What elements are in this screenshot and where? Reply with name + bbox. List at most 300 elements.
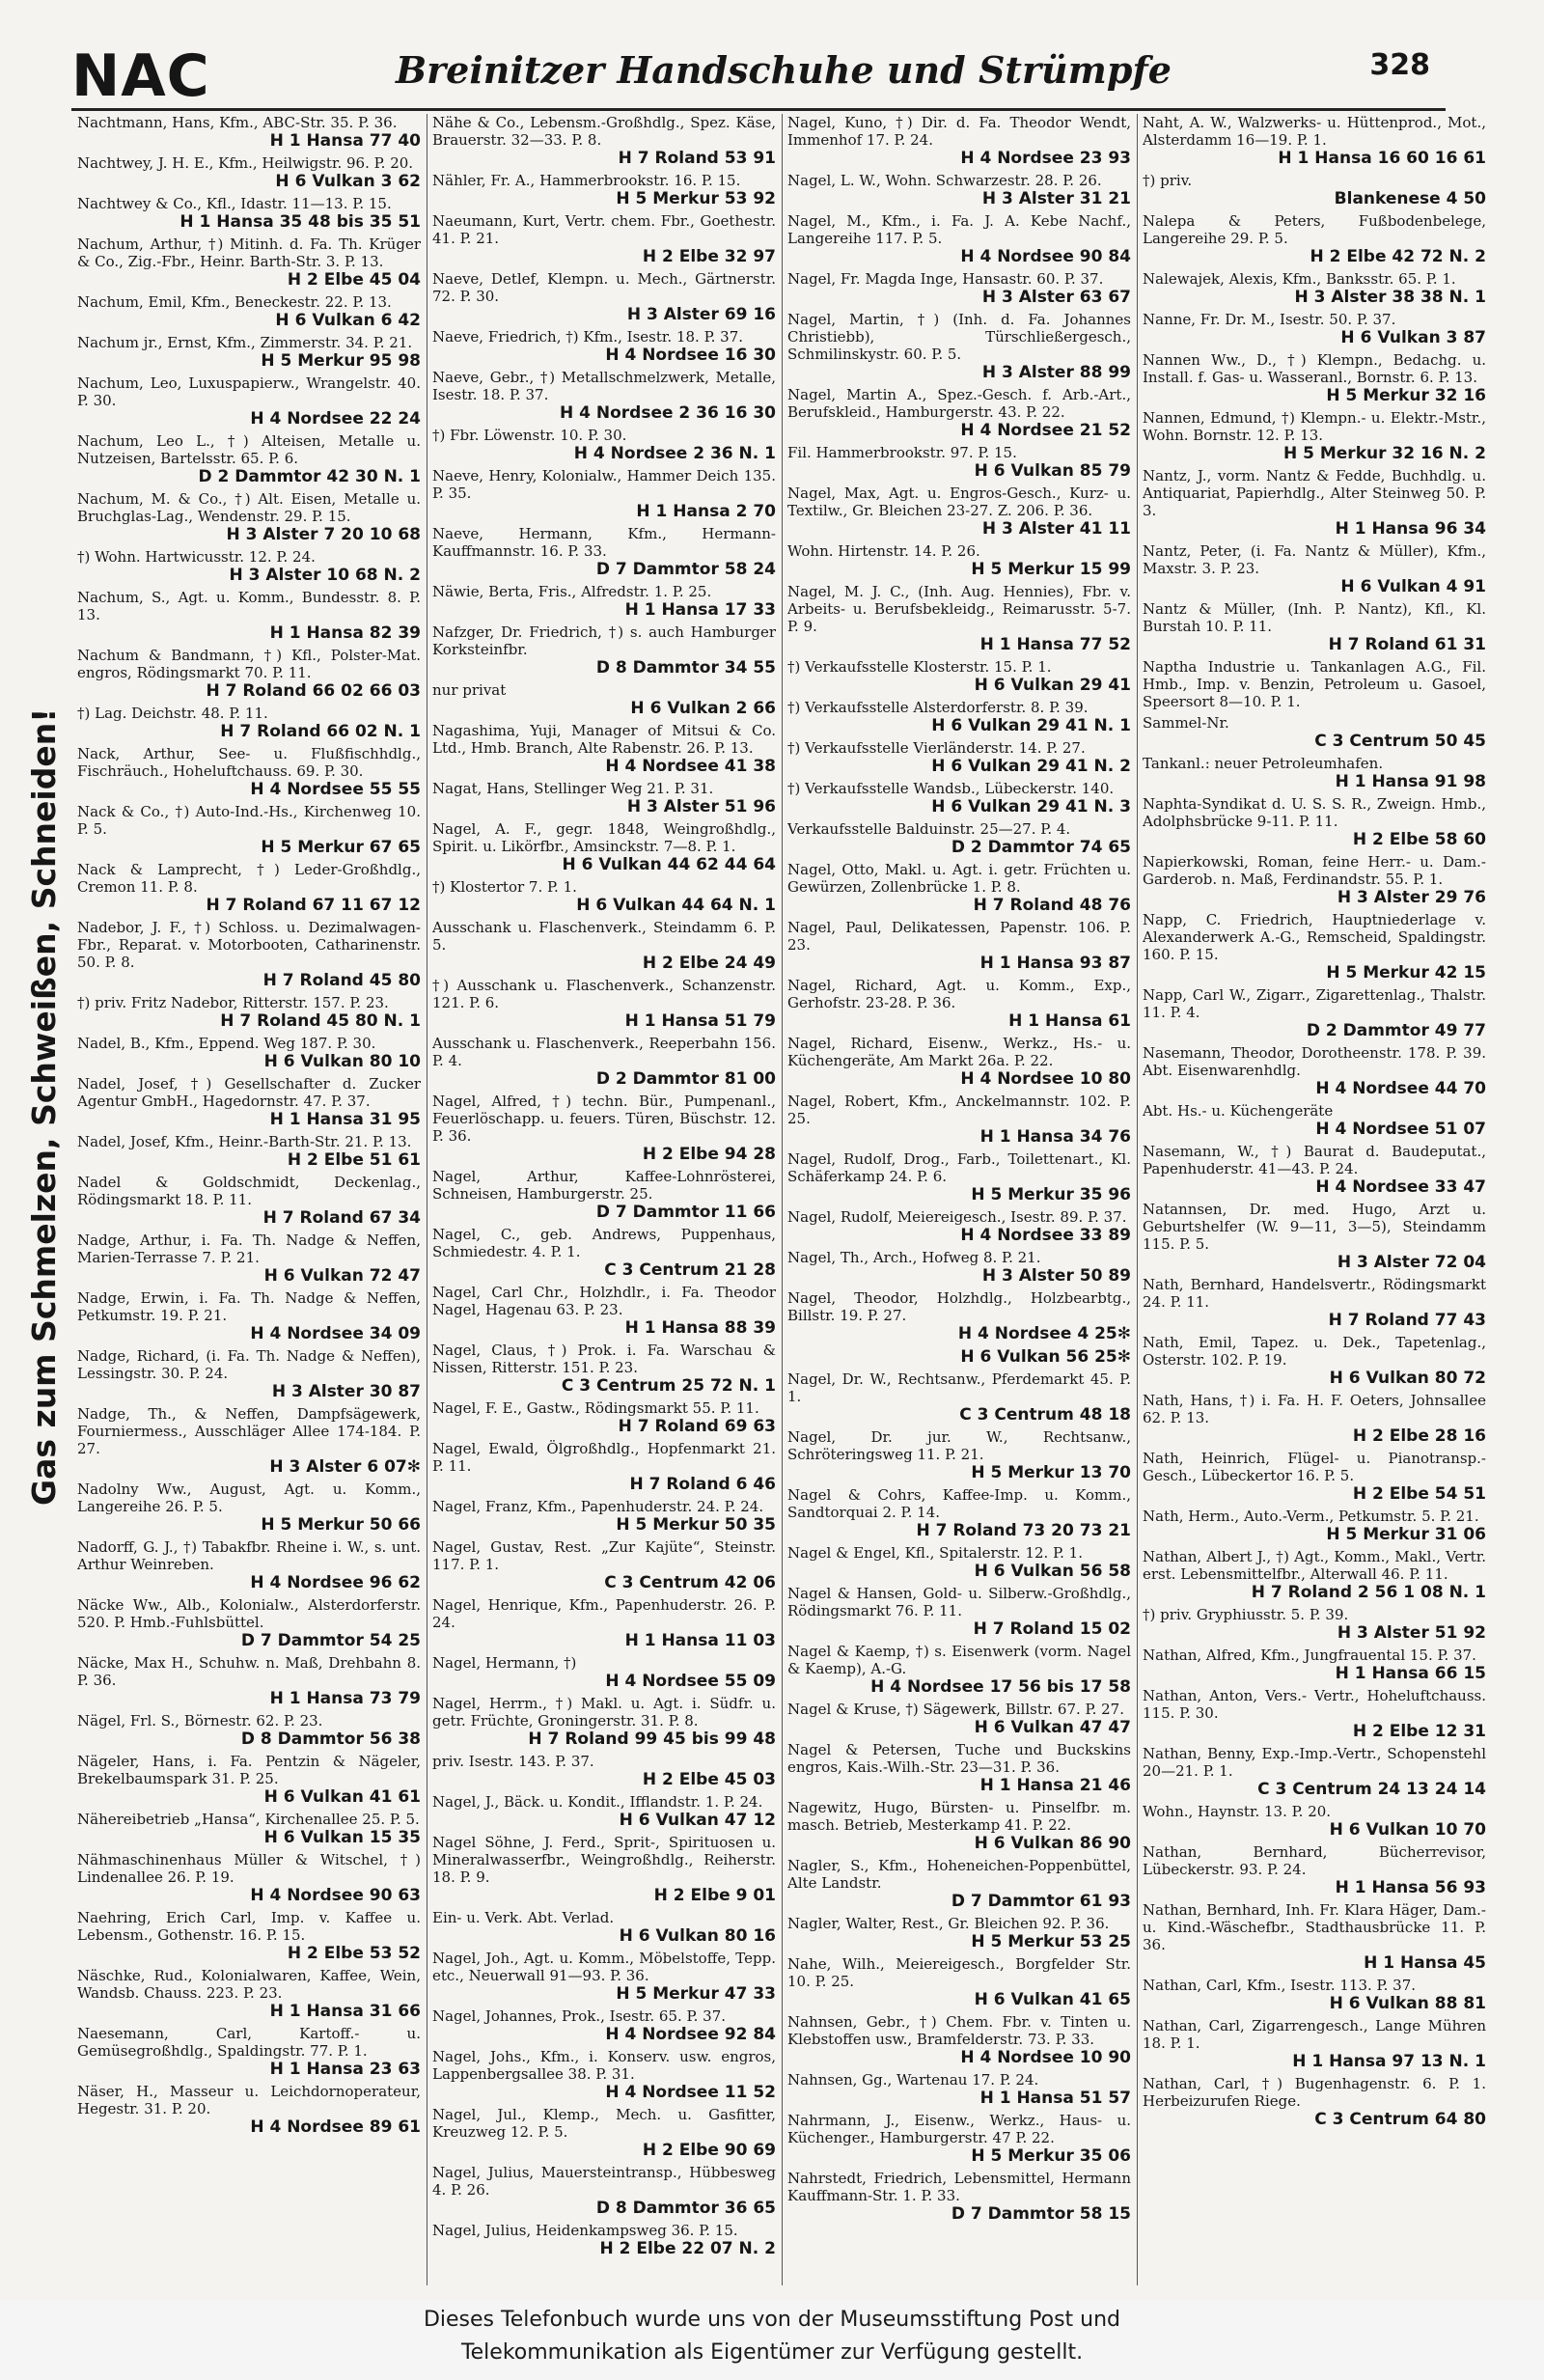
entry-text: Naeve, Detlef, Klempn. u. Mech., Gärtnerstr. 72. P. 30. [432, 270, 776, 305]
entry-phone: H 1 Hansa 61 [1008, 1011, 1131, 1031]
entry-text: Nagel, Dr. W., Rechtsanw., Pferdemarkt 45. P. 1. [787, 1370, 1131, 1405]
directory-entry [787, 919, 1131, 973]
directory-entry [1143, 1102, 1486, 1139]
directory-entry [77, 1289, 421, 1343]
entry-text: Nathan, Benny, Exp.-Imp.-Vertr., Schopenstehl 20—21. P. 1. [1143, 1745, 1486, 1780]
archive-footer [0, 2300, 1544, 2380]
entry-text: Nägeler, Hans, i. Fa. Pentzin & Nägeler, Brekelbaumspark 31. P. 25. [77, 1753, 421, 1787]
entry-phone: H 7 Roland 45 80 N. 1 [220, 1011, 421, 1031]
directory-entry [787, 1289, 1131, 1343]
entry-text: Nagel, Johs., Kfm., i. Konserv. usw. engros, Lappenbergsallee 38. P. 31. [432, 2048, 776, 2083]
directory-entry [432, 1342, 776, 1396]
entry-text: Nadel & Goldschmidt, Deckenlag., Rödingsmarkt 18. P. 11. [77, 1174, 421, 1208]
entry-phone: H 5 Merkur 35 96 [971, 1185, 1131, 1204]
directory-entry [787, 780, 1131, 816]
entry-phone: H 4 Nordsee 22 24 [250, 409, 421, 429]
directory-entry [787, 1208, 1131, 1245]
entry-phone: H 4 Nordsee 10 80 [960, 1069, 1131, 1089]
entry-text: Tankanl.: neuer Petroleumhafen. [1143, 755, 1384, 772]
entry-text: Nafzger, Dr. Friedrich, †) s. auch Hamburger Korksteinfbr. [432, 623, 776, 658]
entry-text: Nachum, S., Agt. u. Komm., Bundesstr. 8. P. 13. [77, 589, 421, 623]
entry-text: Nalewajek, Alexis, Kfm., Banksstr. 65. P. 1. [1143, 270, 1456, 288]
entry-phone: H 7 Roland 67 34 [262, 1208, 421, 1228]
entry-phone: H 5 Merkur 67 65 [261, 838, 421, 857]
entry-phone: H 6 Vulkan 80 10 [263, 1052, 421, 1071]
directory-entry [77, 861, 421, 915]
directory-entry [1143, 1450, 1486, 1504]
directory-entry [787, 1150, 1131, 1204]
directory-entry [432, 2164, 776, 2218]
entry-phone: H 7 Roland 66 02 N. 1 [220, 722, 421, 741]
entry-text: Nadge, Th., & Neffen, Dampfsägewerk, Fourniermess., Ausschläger Allee 174-184. P. 27. [77, 1405, 421, 1457]
entry-text: Nagel, Johannes, Prok., Isestr. 65. P. 37. [432, 2007, 726, 2025]
entry-text: Nähe & Co., Lebensm.-Großhdlg., Spez. Käse, Brauerstr. 32—33. P. 8. [432, 114, 776, 149]
entry-text: Nagel, Martin A., Spez.-Gesch. f. Arb.-Art., Berufskleid., Hamburgerstr. 43. P. 22. [787, 386, 1131, 421]
entry-phone: H 3 Alster 72 04 [1337, 1253, 1486, 1272]
entry-text: Nachtmann, Hans, Kfm., ABC-Str. 35. P. 36. [77, 114, 398, 131]
entry-phone: H 5 Merkur 50 35 [616, 1515, 776, 1535]
entry-phone: H 5 Merkur 35 06 [971, 2146, 1131, 2166]
entry-phone: H 7 Roland 15 02 [973, 1619, 1131, 1639]
entry-phone: H 6 Vulkan 2 66 [630, 699, 776, 718]
entry-text: Nachum & Bandmann, †) Kfl., Polster-Mat. engros, Rödingsmarkt 70. P. 11. [77, 647, 421, 681]
directory-entry [787, 820, 1131, 857]
directory-entry [1143, 714, 1486, 751]
directory-entry [432, 623, 776, 678]
entry-phone: H 2 Elbe 32 97 [642, 247, 776, 266]
entry-phone: H 6 Vulkan 15 35 [263, 1828, 421, 1847]
entry-text: Nathan, Bernhard, Inh. Fr. Klara Häger, Dam.- u. Kind.-Wäschefbr., Stadthausbrücke 11. P. 36. [1143, 1901, 1486, 1953]
entry-phone: H 2 Elbe 51 61 [287, 1150, 421, 1170]
entry-text: Nanne, Fr. Dr. M., Isestr. 50. P. 37. [1143, 311, 1396, 328]
directory-entry [1143, 351, 1486, 405]
entry-phone: H 7 Roland 61 31 [1328, 635, 1486, 654]
entry-phone: H 3 Alster 31 21 [981, 189, 1131, 208]
entry-text: Nagel, Franz, Kfm., Papenhuderstr. 24. P. 24. [432, 1498, 764, 1515]
entry-text: Napierkowski, Roman, feine Herr.- u. Dam.-Garderob. n. Maß, Ferdinandstr. 55. P. 1. [1143, 853, 1486, 888]
entry-text: Näschke, Rud., Kolonialwaren, Kaffee, Wein, Wandsb. Chauss. 223. P. 23. [77, 1967, 421, 2002]
entry-phone: H 7 Roland 53 91 [618, 149, 776, 168]
directory-entry [77, 1174, 421, 1228]
directory-entry [787, 1701, 1131, 1737]
entry-phone: C 3 Centrum 42 06 [604, 1573, 776, 1592]
directory-entry [432, 2106, 776, 2160]
entry-phone: H 6 Vulkan 47 47 [974, 1718, 1131, 1737]
entry-text: Nähereibetrieb „Hansa“, Kirchenallee 25. P. 5. [77, 1811, 420, 1828]
directory-entry [1143, 1044, 1486, 1098]
entry-text: Naeumann, Kurt, Vertr. chem. Fbr., Goethestr. 41. P. 21. [432, 212, 776, 247]
directory-entry [1143, 1901, 1486, 1973]
entry-phone: H 2 Elbe 24 49 [642, 954, 776, 973]
entry-phone: H 1 Hansa 96 34 [1335, 519, 1486, 539]
entry-phone: H 1 Hansa 2 70 [636, 502, 776, 521]
directory-entry [432, 1284, 776, 1338]
directory-entry [787, 1486, 1131, 1540]
entry-phone: H 6 Vulkan 56 58 [974, 1562, 1131, 1581]
directory-entry [77, 374, 421, 429]
directory-entry [77, 1133, 421, 1170]
directory-entry [1143, 1334, 1486, 1388]
entry-phone: Blankenese 4 50 [1334, 189, 1486, 208]
entry-phone: H 1 Hansa 11 03 [624, 1631, 776, 1650]
entry-text: Nannen, Edmund, †) Klempn.- u. Elektr.-Mstr., Wohn. Bornstr. 12. P. 13. [1143, 409, 1486, 444]
directory-entry [787, 1035, 1131, 1089]
directory-entry [432, 114, 776, 168]
entry-text: Nagat, Hans, Stellinger Weg 21. P. 31. [432, 780, 714, 797]
directory-entry [1143, 542, 1486, 596]
entry-text: Natannsen, Dr. med. Hugo, Arzt u. Geburtshelfer (W. 9—11, 3—5), Steindamm 115. P. 5. [1143, 1201, 1486, 1253]
entry-phone: H 1 Hansa 34 76 [979, 1127, 1131, 1147]
entry-phone: D 2 Dammtor 74 65 [951, 838, 1131, 857]
entry-phone: H 4 Nordsee 10 90 [960, 2048, 1131, 2067]
directory-entry [1143, 755, 1486, 791]
directory-entry [787, 114, 1131, 168]
entry-phone: H 5 Merkur 53 92 [616, 189, 776, 208]
directory-entry [77, 432, 421, 486]
entry-phone: H 2 Elbe 42 72 N. 2 [1310, 247, 1486, 266]
entry-phone: H 6 Vulkan 3 62 [275, 172, 421, 191]
directory-entry [787, 270, 1131, 307]
entry-phone: H 4 Nordsee 55 09 [605, 1672, 776, 1691]
entry-text: Nagel, Hermann, †) [432, 1654, 577, 1672]
entry-text: Nack & Lamprecht, †) Leder-Großhdlg., Cremon 11. P. 8. [77, 861, 421, 896]
entry-text: Nantz, J., vorm. Nantz & Fedde, Buchhdlg. u. Antiquariat, Papierhdlg., Alter Steinweg 50. P. 3. [1143, 467, 1486, 519]
entry-phone: H 1 Hansa 97 13 N. 1 [1292, 2052, 1486, 2071]
entry-text: Napp, C. Friedrich, Hauptniederlage v. Alexanderwerk A.-G., Remscheid, Spaldingstr. 160. P. 15. [1143, 911, 1486, 963]
entry-text: Nath, Emil, Tapez. u. Dek., Tapetenlag., Osterstr. 102. P. 19. [1143, 1334, 1486, 1369]
entry-phone: H 5 Merkur 15 99 [971, 560, 1131, 579]
entry-text: Nagashima, Yuji, Manager of Mitsui & Co. Ltd., Hmb. Branch, Alte Rabenstr. 26. P. 13. [432, 722, 776, 757]
entry-text: Naesemann, Carl, Kartoff.- u. Gemüsegroßhdlg., Spaldingstr. 77. P. 1. [77, 2025, 421, 2060]
entry-text: Näser, H., Masseur u. Leichdornoperateur, Hegestr. 31. P. 20. [77, 2083, 421, 2117]
entry-text: Nagel, Carl Chr., Holzhdlr., i. Fa. Theodor Nagel, Hagenau 63. P. 23. [432, 1284, 776, 1318]
entry-text: Naeve, Gebr., †) Metallschmelzwerk, Metalle, Isestr. 18. P. 37. [432, 369, 776, 403]
directory-entry [787, 1857, 1131, 1911]
footer-line-2: Telekommunikation als Eigentümer zur Verfügung gestellt. [460, 2340, 1084, 2365]
entry-text: †) Fbr. Löwenstr. 10. P. 30. [432, 427, 627, 444]
entry-text: Nachtwey & Co., Kfl., Idastr. 11—13. P. 15. [77, 195, 392, 212]
directory-entry [1143, 270, 1486, 307]
directory-entry [77, 1851, 421, 1905]
directory-entry [432, 1498, 776, 1535]
directory-entry [77, 1753, 421, 1807]
entry-text: Nagel, Th., Arch., Hofweg 8. P. 21. [787, 1249, 1041, 1266]
entry-text: Nadge, Richard, (i. Fa. Th. Nadge & Neffen), Lessingstr. 30. P. 24. [77, 1347, 421, 1382]
entry-text: †) priv. [1143, 172, 1193, 189]
directory-entry [1143, 1392, 1486, 1446]
entry-phone: H 5 Merkur 47 33 [616, 1984, 776, 2004]
entry-text: Nagel, Otto, Makl. u. Agt. i. getr. Früchten u. Gewürzen, Zollenbrücke 1. P. 8. [787, 861, 1131, 896]
entry-phone: C 3 Centrum 64 80 [1314, 2110, 1486, 2129]
directory-entry [787, 212, 1131, 266]
entry-text: Nagel, Arthur, Kaffee-Lohnrösterei, Schneisen, Hamburgerstr. 25. [432, 1168, 776, 1203]
entry-phone: H 1 Hansa 51 57 [979, 2089, 1131, 2108]
entry-phone: H 6 Vulkan 4 91 [1340, 577, 1486, 596]
entry-text: Nagel, Claus, †) Prok. i. Fa. Warschau & Nissen, Ritterstr. 151. P. 23. [432, 1342, 776, 1376]
entry-text: Nagel, C., geb. Andrews, Puppenhaus, Schmiedestr. 4. P. 1. [432, 1226, 776, 1260]
entry-phone: H 4 Nordsee 11 52 [605, 2083, 776, 2102]
directory-entry [1143, 467, 1486, 539]
entry-text: Nahnsen, Gg., Wartenau 17. P. 24. [787, 2071, 1039, 2089]
entry-text: Nagel, Henrique, Kfm., Papenhuderstr. 26. P. 24. [432, 1596, 776, 1631]
entry-phone: H 2 Elbe 12 31 [1352, 1722, 1486, 1741]
directory-entry [1143, 1745, 1486, 1799]
entry-phone: H 4 Nordsee 92 84 [605, 2025, 776, 2044]
directory-entry [787, 2071, 1131, 2108]
entry-text: Nagel, Fr. Magda Inge, Hansastr. 60. P. 37. [787, 270, 1104, 288]
column-3 [787, 114, 1131, 2285]
directory-entry [787, 699, 1131, 735]
directory-entry [1143, 114, 1486, 168]
directory-entry [432, 919, 776, 973]
entry-text: Nagel, M., Kfm., i. Fa. J. A. Kebe Nachf., Langereihe 117. P. 5. [787, 212, 1131, 247]
directory-entry [432, 1793, 776, 1830]
entry-text: Nagel, Rudolf, Drog., Farb., Toilettenart., Kl. Schäferkamp 24. P. 6. [787, 1150, 1131, 1185]
entry-text: †) Klostertor 7. P. 1. [432, 878, 577, 896]
directory-entry [432, 1753, 776, 1789]
directory-entry [77, 1347, 421, 1401]
entry-text: Nathan, Bernhard, Bücherrevisor, Lübeckerstr. 93. P. 24. [1143, 1843, 1486, 1878]
entry-text: Nagel Söhne, J. Ferd., Sprit-, Spirituosen u. Mineralwasserfbr., Weingroßhdlg., Reiherstr. 18. P. 9. [432, 1834, 776, 1886]
header-advertisement: Breinitzer Handschuhe und Strümpfe [396, 48, 1172, 92]
entry-phone: H 6 Vulkan 44 62 44 64 [562, 855, 776, 874]
directory-entry [432, 369, 776, 423]
entry-text: Nathan, Alfred, Kfm., Jungfrauental 15. P. 37. [1143, 1647, 1476, 1664]
entry-phone: H 3 Alster 51 92 [1337, 1623, 1486, 1643]
entry-phone: H 4 Nordsee 33 89 [960, 1226, 1131, 1245]
directory-entry [1143, 986, 1486, 1040]
directory-entry [1143, 1647, 1486, 1683]
entry-text: Nagel, Theodor, Holzhdlg., Holzbearbtg., Billstr. 19. P. 27. [787, 1289, 1131, 1324]
entry-phone: H 2 Elbe 94 28 [642, 1145, 776, 1164]
directory-entry [432, 2048, 776, 2102]
entry-text: †) Verkaufsstelle Klosterstr. 15. P. 1. [787, 658, 1052, 676]
entry-phone: H 4 Nordsee 17 56 bis 17 58 [870, 1677, 1131, 1697]
directory-entry [432, 172, 776, 208]
entry-text: Nagel, Julius, Mauersteintransp., Hübbesweg 4. P. 26. [432, 2164, 776, 2199]
directory-entry [1143, 1143, 1486, 1197]
entry-text: Nägel, Frl. S., Börnestr. 62. P. 23. [77, 1712, 323, 1730]
directory-entry [432, 1440, 776, 1494]
entry-phone: H 6 Vulkan 56 25✻ [960, 1347, 1131, 1367]
entry-text: Nadge, Arthur, i. Fa. Th. Nadge & Neffen, Marien-Terrasse 7. P. 21. [77, 1232, 421, 1266]
directory-entry [432, 1596, 776, 1650]
entry-phone: H 5 Merkur 95 98 [261, 351, 421, 371]
entry-phone: H 1 Hansa 16 60 16 61 [1278, 149, 1486, 168]
entry-phone: H 6 Vulkan 29 41 N. 2 [931, 757, 1131, 776]
entry-phone: H 7 Roland 48 76 [973, 896, 1131, 915]
directory-entry [787, 1249, 1131, 1286]
entry-phone: D 8 Dammtor 34 55 [595, 658, 776, 678]
entry-phone: H 2 Elbe 45 04 [287, 270, 421, 290]
directory-entry [1143, 658, 1486, 710]
entry-text: Nath, Herm., Auto.-Verm., Petkumstr. 5. P. 21. [1143, 1508, 1479, 1525]
directory-entry [77, 1596, 421, 1650]
directory-entry [432, 1226, 776, 1280]
entry-text: †) priv. Fritz Nadebor, Ritterstr. 157. P. 23. [77, 994, 389, 1011]
directory-entry [432, 525, 776, 579]
entry-phone: H 4 Nordsee 23 93 [960, 149, 1131, 168]
directory-entry [1143, 795, 1486, 849]
directory-entry [787, 386, 1131, 440]
directory-entry [77, 919, 421, 990]
directory-entry [787, 444, 1131, 481]
entry-phone: H 3 Alster 50 89 [981, 1266, 1131, 1286]
directory-entry [432, 878, 776, 915]
directory-entry [1143, 1843, 1486, 1897]
directory-entry [432, 780, 776, 816]
entry-phone: H 1 Hansa 35 48 bis 35 51 [179, 212, 421, 232]
entry-text: †) Wohn. Hartwicusstr. 12. P. 24. [77, 548, 316, 566]
entry-phone: H 6 Vulkan 85 79 [974, 461, 1131, 481]
entry-text: Nack & Co., †) Auto-Ind.-Hs., Kirchenweg 10. P. 5. [77, 803, 421, 838]
entry-phone: H 1 Hansa 66 15 [1335, 1664, 1486, 1683]
entry-phone: D 8 Dammtor 36 65 [595, 2199, 776, 2218]
directory-entry [787, 172, 1131, 208]
directory-entry [787, 861, 1131, 915]
entry-text: Nagel & Kaemp, †) s. Eisenwerk (vorm. Nagel & Kaemp), A.-G. [787, 1643, 1131, 1677]
directory-entry [432, 212, 776, 266]
directory-entry [77, 1232, 421, 1286]
entry-phone: H 6 Vulkan 29 41 N. 1 [931, 716, 1131, 735]
entry-text: nur privat [432, 681, 507, 699]
directory-entry [1143, 311, 1486, 347]
entry-phone: H 6 Vulkan 10 70 [1329, 1820, 1486, 1840]
entry-phone: D 8 Dammtor 56 38 [240, 1730, 421, 1749]
directory-entry [77, 994, 421, 1031]
entry-text: Nagewitz, Hugo, Bürsten- u. Pinselfbr. m. masch. Betrieb, Mesterkamp 41. P. 22. [787, 1799, 1131, 1834]
entry-phone: H 1 Hansa 56 93 [1335, 1878, 1486, 1897]
directory-entry [787, 1799, 1131, 1853]
directory-entry [77, 1909, 421, 1963]
entry-text: Nachum, Arthur, †) Mitinh. d. Fa. Th. Krüger & Co., Zig.-Fbr., Heinr. Barth-Str. 3. P. 13. [77, 235, 421, 270]
entry-phone: C 3 Centrum 25 72 N. 1 [561, 1376, 776, 1396]
entry-phone: H 4 Nordsee 2 36 N. 1 [573, 444, 776, 463]
entry-phone: H 4 Nordsee 51 07 [1315, 1120, 1486, 1139]
entry-phone: H 7 Roland 66 02 66 03 [206, 681, 421, 701]
entry-phone: H 1 Hansa 45 [1364, 1953, 1486, 1973]
entry-text: Näcke, Max H., Schuhw. n. Maß, Drehbahn 8. P. 36. [77, 1654, 421, 1689]
directory-entry [432, 1035, 776, 1089]
side-advertisement: Gas zum Schmelzen, Schweißen, Schneiden! [25, 707, 63, 1506]
entry-text: Nagel & Cohrs, Kaffee-Imp. u. Komm., Sandtorquai 2. P. 14. [787, 1486, 1131, 1521]
directory-entry [432, 583, 776, 620]
entry-text: Naeve, Henry, Kolonialw., Hammer Deich 135. P. 35. [432, 467, 776, 502]
directory-entry [787, 1915, 1131, 1951]
entry-text: Nack, Arthur, See- u. Flußfischhdlg., Fischräuch., Hoheluftchauss. 69. P. 30. [77, 745, 421, 780]
entry-phone: H 6 Vulkan 72 47 [263, 1266, 421, 1286]
entry-text: Nathan, Anton, Vers.- Vertr., Hoheluftchauss. 115. P. 30. [1143, 1687, 1486, 1722]
entry-phone: H 6 Vulkan 29 41 [974, 676, 1131, 695]
entry-text: Nachum, Emil, Kfm., Beneckestr. 22. P. 13. [77, 293, 392, 311]
entry-phone: H 4 Nordsee 4 25✻ [957, 1324, 1131, 1343]
directory-entry [1143, 409, 1486, 463]
directory-entry [787, 484, 1131, 539]
entry-text: Nagel, Herrm., †) Makl. u. Agt. i. Südfr. u. getr. Früchte, Groningerstr. 31. P. 8. [432, 1695, 776, 1730]
entry-text: Nagel, Rudolf, Meiereigesch., Isestr. 89. P. 37. [787, 1208, 1127, 1226]
entry-text: Nagel & Petersen, Tuche und Buckskins engros, Kais.-Wilh.-Str. 23—31. P. 36. [787, 1741, 1131, 1776]
entry-phone: H 1 Hansa 77 40 [269, 131, 421, 151]
entry-text: Naeve, Hermann, Kfm., Hermann-Kauffmannstr. 16. P. 33. [432, 525, 776, 560]
entry-phone: H 1 Hansa 91 98 [1335, 772, 1486, 791]
entry-text: Nagel, Richard, Eisenw., Werkz., Hs.- u. Küchengeräte, Am Markt 26a. P. 22. [787, 1035, 1131, 1069]
entry-phone: H 5 Merkur 53 25 [971, 1932, 1131, 1951]
directory-entry [787, 1585, 1131, 1639]
entry-phone: C 3 Centrum 21 28 [604, 1260, 776, 1280]
directory-entry [1143, 1977, 1486, 2013]
column-1 [77, 114, 421, 2285]
entry-phone: H 1 Hansa 17 33 [624, 600, 776, 620]
directory-entry [1143, 1606, 1486, 1643]
directory-entry [1143, 2017, 1486, 2071]
directory-entry [787, 2013, 1131, 2067]
entry-text: Naehring, Erich Carl, Imp. v. Kaffee u. Lebensm., Gothenstr. 16. P. 15. [77, 1909, 421, 1944]
entry-phone: D 2 Dammtor 81 00 [595, 1069, 776, 1089]
entry-text: †) Verkaufsstelle Vierländerstr. 14. P. 27. [787, 739, 1086, 757]
directory-entry [77, 705, 421, 741]
directory-entry [77, 195, 421, 232]
entry-phone: H 7 Roland 45 80 [262, 971, 421, 990]
entry-text: Nagel, Jul., Klemp., Mech. u. Gasfitter, Kreuzweg 12. P. 5. [432, 2106, 776, 2141]
entry-phone: H 1 Hansa 21 46 [979, 1776, 1131, 1795]
entry-text: Naphta-Syndikat d. U. S. S. R., Zweign. Hmb., Adolphsbrücke 9-11. P. 11. [1143, 795, 1486, 830]
directory-entry [787, 1428, 1131, 1482]
entry-phone: H 5 Merkur 32 16 N. 2 [1282, 444, 1486, 463]
page-number: 328 [1369, 48, 1430, 82]
directory-entry [77, 1035, 421, 1071]
directory-entry [787, 739, 1131, 776]
directory-entry [787, 2112, 1131, 2166]
entry-text: Nagler, Walter, Rest., Gr. Bleichen 92. P. 36. [787, 1915, 1110, 1932]
entry-text: Nähmaschinenhaus Müller & Witschel, †) Lindenallee 26. P. 19. [77, 1851, 421, 1886]
entry-text: Nantz, Peter, (i. Fa. Nantz & Müller), Kfm., Maxstr. 3. P. 23. [1143, 542, 1486, 577]
directory-entry [77, 548, 421, 585]
entry-phone: H 7 Roland 67 11 67 12 [206, 896, 421, 915]
entry-phone: H 4 Nordsee 55 55 [250, 780, 421, 799]
directory-entry [787, 1741, 1131, 1795]
entry-phone: H 1 Hansa 31 66 [269, 2002, 421, 2021]
entry-phone: H 4 Nordsee 89 61 [250, 2117, 421, 2137]
entry-phone: H 6 Vulkan 86 90 [974, 1834, 1131, 1853]
entry-text: Naptha Industrie u. Tankanlagen A.G., Fil. Hmb., Imp. v. Benzin, Petroleum u. Gasoel, Speersort 8—10. P. 1. [1143, 658, 1486, 710]
directory-entry [77, 745, 421, 799]
entry-text: Nagel, Alfred, †) techn. Bür., Pumpenanl., Feuerlöschapp. u. feuers. Türen, Büschstr. 12. P. 36. [432, 1093, 776, 1145]
entry-phone: H 7 Roland 2 56 1 08 N. 1 [1251, 1583, 1486, 1602]
entry-phone: H 6 Vulkan 6 42 [275, 311, 421, 330]
entry-phone: H 3 Alster 63 67 [981, 288, 1131, 307]
entry-phone: H 6 Vulkan 80 16 [619, 1926, 776, 1946]
entry-text: †) Verkaufsstelle Wandsb., Lübeckerstr. 140. [787, 780, 1115, 797]
header-rule [71, 108, 1446, 111]
entry-phone: H 3 Alster 38 38 N. 1 [1294, 288, 1486, 307]
entry-phone: H 2 Elbe 53 52 [287, 1944, 421, 1963]
entry-phone: C 3 Centrum 48 18 [959, 1405, 1131, 1425]
entry-phone: H 6 Vulkan 44 64 N. 1 [576, 896, 776, 915]
directory-entry [432, 1909, 776, 1946]
entry-text: Nagel, Kuno, †) Dir. d. Fa. Theodor Wendt, Immenhof 17. P. 24. [787, 114, 1131, 149]
entry-phone: D 2 Dammtor 49 77 [1306, 1021, 1486, 1040]
entry-text: Nannen Ww., D., †) Klempn., Bedachg. u. Install. f. Gas- u. Wasseranl., Bornstr. 6. P. 13. [1143, 351, 1486, 386]
directory-entry [77, 293, 421, 330]
entry-text: Nagel, Ewald, Ölgroßhdlg., Hopfenmarkt 21. P. 11. [432, 1440, 776, 1475]
entry-phone: D 7 Dammtor 61 93 [951, 1892, 1131, 1911]
entry-phone: H 4 Nordsee 21 52 [960, 421, 1131, 440]
entry-text: Wohn., Haynstr. 13. P. 20. [1143, 1803, 1332, 1820]
entry-phone: D 7 Dammtor 11 66 [595, 1203, 776, 1222]
directory-entry [432, 427, 776, 463]
directory-entry [1143, 600, 1486, 654]
entry-phone: H 1 Hansa 93 87 [979, 954, 1131, 973]
